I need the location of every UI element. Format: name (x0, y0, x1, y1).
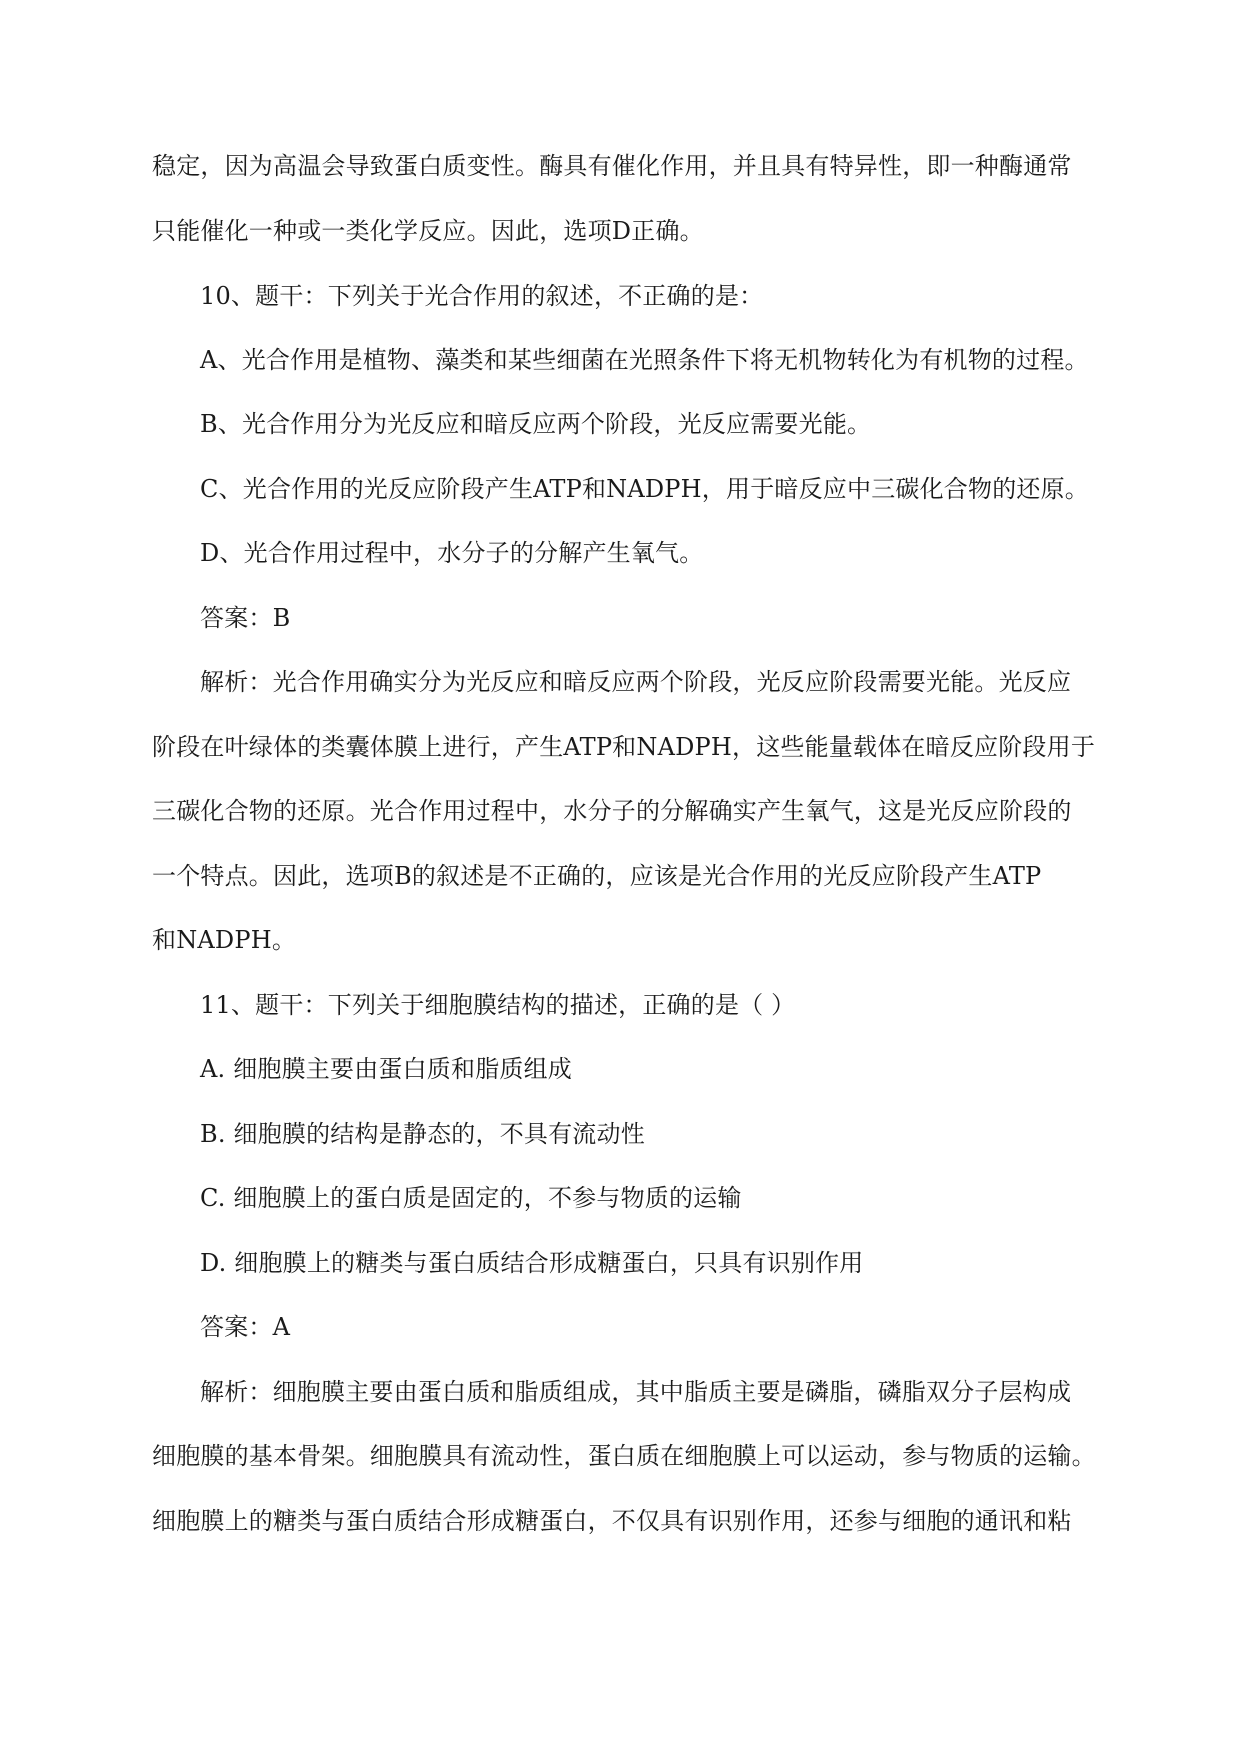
text-line: 一个特点。因此，选项B的叙述是不正确的，应该是光合作用的光反应阶段产生ATP (152, 862, 1042, 890)
question-11-option-d: D. 细胞膜上的糖类与蛋白质结合形成糖蛋白，只具有识别作用 (200, 1249, 864, 1277)
question-11-option-b: B. 细胞膜的结构是静态的，不具有流动性 (200, 1120, 645, 1148)
text-line: 和NADPH。 (152, 926, 297, 954)
text-line: 三碳化合物的还原。光合作用过程中，水分子的分解确实产生氧气，这是光反应阶段的 (152, 797, 1072, 825)
text-line: 细胞膜的基本骨架。细胞膜具有流动性，蛋白质在细胞膜上可以运动，参与物质的运输。 (152, 1442, 1096, 1470)
text-line: 细胞膜上的糖类与蛋白质结合形成糖蛋白，不仅具有识别作用，还参与细胞的通讯和粘 (152, 1507, 1072, 1535)
question-11-option-a: A. 细胞膜主要由蛋白质和脂质组成 (200, 1055, 572, 1083)
question-10-stem: 10、题干：下列关于光合作用的叙述，不正确的是： (200, 282, 764, 310)
question-10-explanation: 解析：光合作用确实分为光反应和暗反应两个阶段，光反应阶段需要光能。光反应 (200, 668, 1072, 696)
question-10-option-a: A、光合作用是植物、藻类和某些细菌在光照条件下将无机物转化为有机物的过程。 (200, 346, 1089, 374)
question-11-stem: 11、题干：下列关于细胞膜结构的描述，正确的是（ ） (200, 991, 796, 1019)
question-10-option-d: D、光合作用过程中，水分子的分解产生氧气。 (200, 539, 704, 567)
question-10-answer: 答案：B (200, 604, 291, 632)
text-line: 稳定，因为高温会导致蛋白质变性。酶具有催化作用，并且具有特异性，即一种酶通常 (152, 152, 1072, 180)
text-line: 只能催化一种或一类化学反应。因此，选项D正确。 (152, 217, 704, 245)
question-11-explanation: 解析：细胞膜主要由蛋白质和脂质组成，其中脂质主要是磷脂，磷脂双分子层构成 (200, 1378, 1072, 1406)
text-line: 阶段在叶绿体的类囊体膜上进行，产生ATP和NADPH，这些能量载体在暗反应阶段用于 (152, 733, 1096, 761)
question-11-option-c: C. 细胞膜上的蛋白质是固定的，不参与物质的运输 (200, 1184, 742, 1212)
question-10-option-c: C、光合作用的光反应阶段产生ATP和NADPH，用于暗反应中三碳化合物的还原。 (200, 475, 1089, 503)
question-10-option-b: B、光合作用分为光反应和暗反应两个阶段，光反应需要光能。 (200, 410, 872, 438)
question-11-answer: 答案：A (200, 1313, 291, 1341)
